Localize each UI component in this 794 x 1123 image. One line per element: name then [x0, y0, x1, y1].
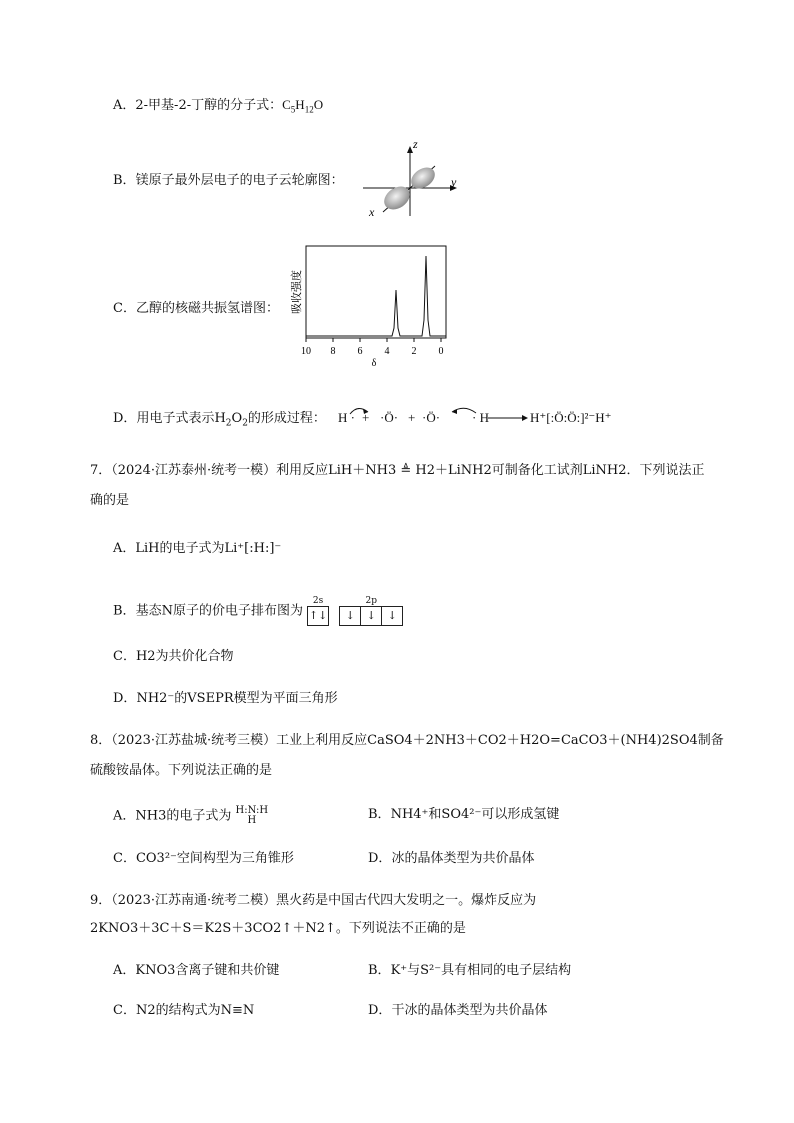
- svg-text:· H: · H: [472, 410, 489, 425]
- nmr-tick: 6: [357, 346, 363, 357]
- nmr-tick: 4: [384, 346, 390, 357]
- q8-option-b: B．NH4⁺和SO4²⁻可以形成氢键: [368, 807, 560, 822]
- q9-option-a: A．KNO3含离子键和共价键: [113, 963, 280, 978]
- q8-option-c: C．CO3²⁻空间构型为三角锥形: [113, 851, 294, 866]
- q8-option-a: A．NH3的电子式为 H:N:H H: [113, 805, 269, 826]
- nmr-tick: 2: [411, 346, 417, 357]
- svg-text:H⁺[:Ö:Ö:]²⁻H⁺: H⁺[:Ö:Ö:]²⁻H⁺: [530, 410, 612, 425]
- q8-option-d: D．冰的晶体类型为共价晶体: [368, 851, 535, 866]
- q7-stem-line1: 7．（2024·江苏泰州·统考一模）利用反应LiH＋NH3 ≜ H2＋LiNH2可制备化工试剂LiNH2．下列说法正: [90, 463, 705, 478]
- nmr-tick: 10: [301, 346, 311, 357]
- q6-option-a: A．2-甲基-2-丁醇的分子式：$C_5H_{12}O$: [113, 97, 324, 115]
- nmr-spectrum: [286, 240, 451, 370]
- q8-stem-line1: 8．（2023·江苏盐城·统考三模）工业上利用反应CaSO4＋2NH3＋CO2＋H2O=CaCO3＋(NH4)2SO4制备: [90, 733, 724, 748]
- q9-option-d: D．干冰的晶体类型为共价晶体: [368, 1003, 548, 1018]
- q7-option-a: A．LiH的电子式为Li⁺[:H:]⁻: [113, 541, 282, 556]
- orbital-box: ↓: [361, 606, 382, 626]
- q9-option-b: B．K⁺与S²⁻具有相同的电子层结构: [368, 963, 572, 978]
- q6-option-d: D．用电子式表示$H_2O_2$的形成过程：: [113, 411, 326, 429]
- orbital-box: ↓: [339, 606, 361, 626]
- svg-text:+: +: [408, 410, 416, 425]
- orbital-box: ↑↓: [307, 606, 329, 626]
- nh3-lewis-structure: H:N:H H: [235, 805, 269, 826]
- nmr-xlabel: δ: [371, 358, 377, 369]
- svg-text:H ·: H ·: [338, 410, 355, 425]
- svg-text:·Ö·: ·Ö·: [380, 410, 399, 425]
- svg-text:·Ö·: ·Ö·: [422, 410, 441, 425]
- q7-option-c: C．H2为共价化合物: [113, 649, 234, 664]
- orbital-2p: 2p ↓ ↓ ↓: [339, 596, 403, 626]
- q6-option-b: B．镁原子最外层电子的电子云轮廓图：: [113, 173, 344, 188]
- q8-stem-line2: 硫酸铵晶体。下列说法正确的是: [90, 763, 273, 778]
- q7-stem-line2: 确的是: [90, 493, 130, 508]
- q6-option-c: C．乙醇的核磁共振氢谱图：: [113, 301, 279, 316]
- axis-z-label: z: [413, 138, 418, 151]
- nmr-ylabel: 吸收强度: [290, 270, 303, 314]
- q9-stem-line1: 9．（2023·江苏南通·统考二模）黑火药是中国古代四大发明之一。爆炸反应为: [90, 893, 537, 908]
- q9-option-c: C．N2的结构式为N≡N: [113, 1003, 255, 1018]
- q7-option-b: B．基态N原子的价电子排布图为 2s ↑↓ 2p ↓ ↓ ↓: [113, 596, 409, 626]
- axis-y-label: y: [451, 175, 457, 189]
- nmr-tick: 0: [438, 346, 444, 357]
- axis-x-label: x: [369, 205, 375, 219]
- p-orbital-diagram: [355, 138, 465, 222]
- orbital-box: ↓: [382, 606, 403, 626]
- orbital-2s: 2s ↑↓: [307, 596, 329, 626]
- h2o2-formation-diagram: [336, 400, 626, 434]
- q7-option-d: D．NH2⁻的VSEPR模型为平面三角形: [113, 691, 338, 706]
- svg-text:+: +: [362, 410, 370, 425]
- q9-stem-line2: 2KNO3＋3C＋S＝K2S＋3CO2↑＋N2↑。下列说法不正确的是: [90, 921, 466, 936]
- nmr-tick: 8: [330, 346, 336, 357]
